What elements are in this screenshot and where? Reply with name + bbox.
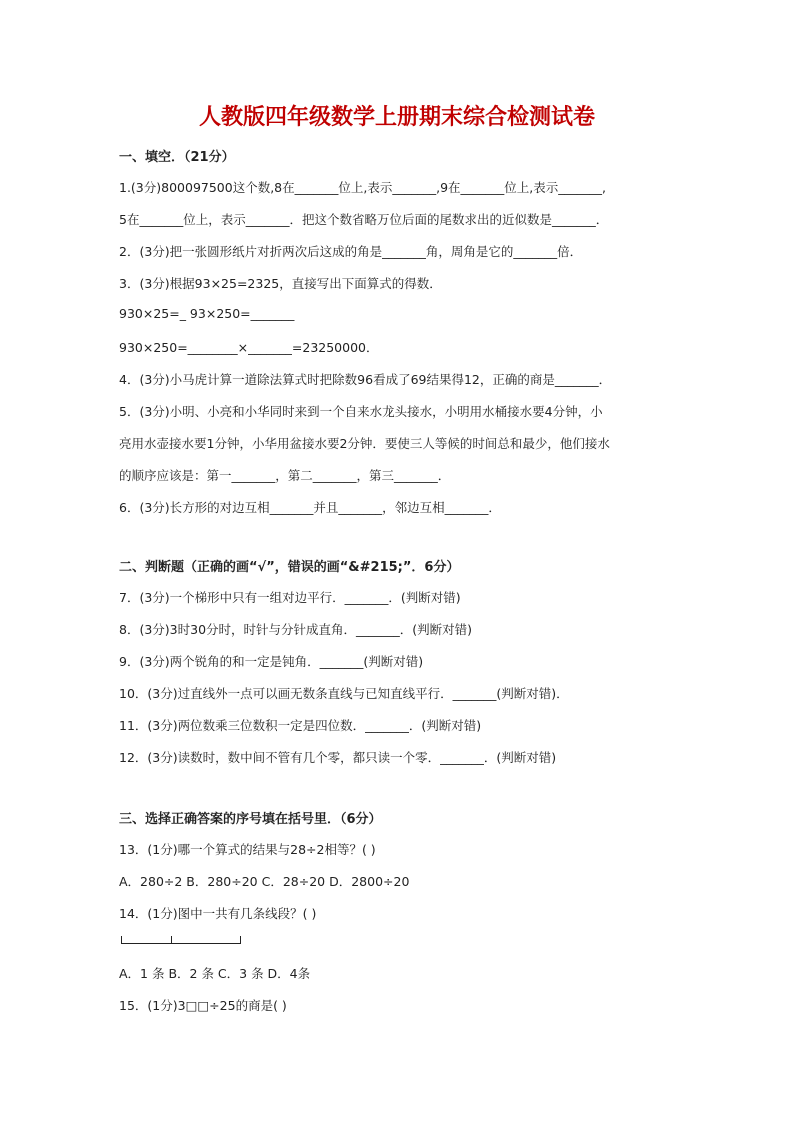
section-heading-1: 一、填空．（21分） — [119, 150, 235, 165]
question-1-line-2: 5在_______位上，表示_______．把这个数省略万位后面的尾数求出的近似数是_______． — [119, 212, 609, 227]
question-11: 11．(3分)两位数乘三位数积一定是四位数．_______．(判断对错) — [119, 718, 482, 733]
question-13: 13．(1分)哪一个算式的结果与28÷2相等？( ) — [119, 842, 376, 857]
question-1-line-1: 1.(3分)800097500这个数,8在_______位上,表示_______,9在_______位上,表示_______, — [119, 180, 606, 195]
question-5-line-1: 5．(3分)小明、小亮和小华同时来到一个自来水龙头接水，小明用水桶接水要4分钟，小 — [119, 404, 603, 419]
question-3-expr-1: 930×25=_ 93×250=_______ — [119, 306, 295, 321]
question-10: 10．(3分)过直线外一点可以画无数条直线与已知直线平行．_______(判断对错)． — [119, 686, 569, 701]
question-9: 9．(3分)两个锐角的和一定是钝角．_______(判断对错) — [119, 654, 424, 669]
question-5-line-3: 的顺序应该是：第一_______，第二_______，第三_______． — [119, 468, 451, 483]
segment-tick-left — [121, 936, 122, 944]
segment-tick-middle — [171, 936, 172, 944]
question-3-expr-2: 930×250=________×_______=23250000． — [119, 340, 379, 355]
section-heading-2: 二、判断题（正确的画“√”，错误的画“&#215;”．6分） — [119, 560, 460, 575]
question-6: 6．(3分)长方形的对边互相_______并且_______，邻边互相_______． — [119, 500, 501, 515]
question-7: 7．(3分)一个梯形中只有一组对边平行．_______．(判断对错) — [119, 590, 461, 605]
question-3: 3．(3分)根据93×25=2325，直接写出下面算式的得数． — [119, 276, 442, 291]
question-13-options: A．280÷2 B．280÷20 C．28÷20 D．2800÷20 — [119, 874, 410, 889]
section-heading-3: 三、选择正确答案的序号填在括号里．（6分） — [119, 812, 382, 827]
question-15: 15．(1分)3□□÷25的商是( ) — [119, 998, 287, 1013]
question-4: 4．(3分)小马虎计算一道除法算式时把除数96看成了69结果得12，正确的商是_______． — [119, 372, 612, 387]
segment-base — [121, 943, 241, 944]
line-segment-figure — [121, 934, 241, 944]
question-14-options: A．1 条 B．2 条 C．3 条 D．4条 — [119, 966, 311, 981]
question-2: 2．(3分)把一张圆形纸片对折两次后这成的角是_______角，周角是它的_______倍． — [119, 244, 583, 259]
question-5-line-2: 亮用水壶接水要1分钟，小华用盆接水要2分钟．要使三人等候的时间总和最少，他们接水 — [119, 436, 610, 451]
question-12: 12．(3分)读数时，数中间不管有几个零，都只读一个零．_______．(判断对错) — [119, 750, 557, 765]
question-14: 14．(1分)图中一共有几条线段？( ) — [119, 906, 317, 921]
segment-tick-right — [240, 936, 241, 944]
question-8: 8．(3分)3时30分时，时针与分针成直角．_______．(判断对错) — [119, 622, 473, 637]
page-title: 人教版四年级数学上册期末综合检测试卷 — [198, 104, 595, 130]
